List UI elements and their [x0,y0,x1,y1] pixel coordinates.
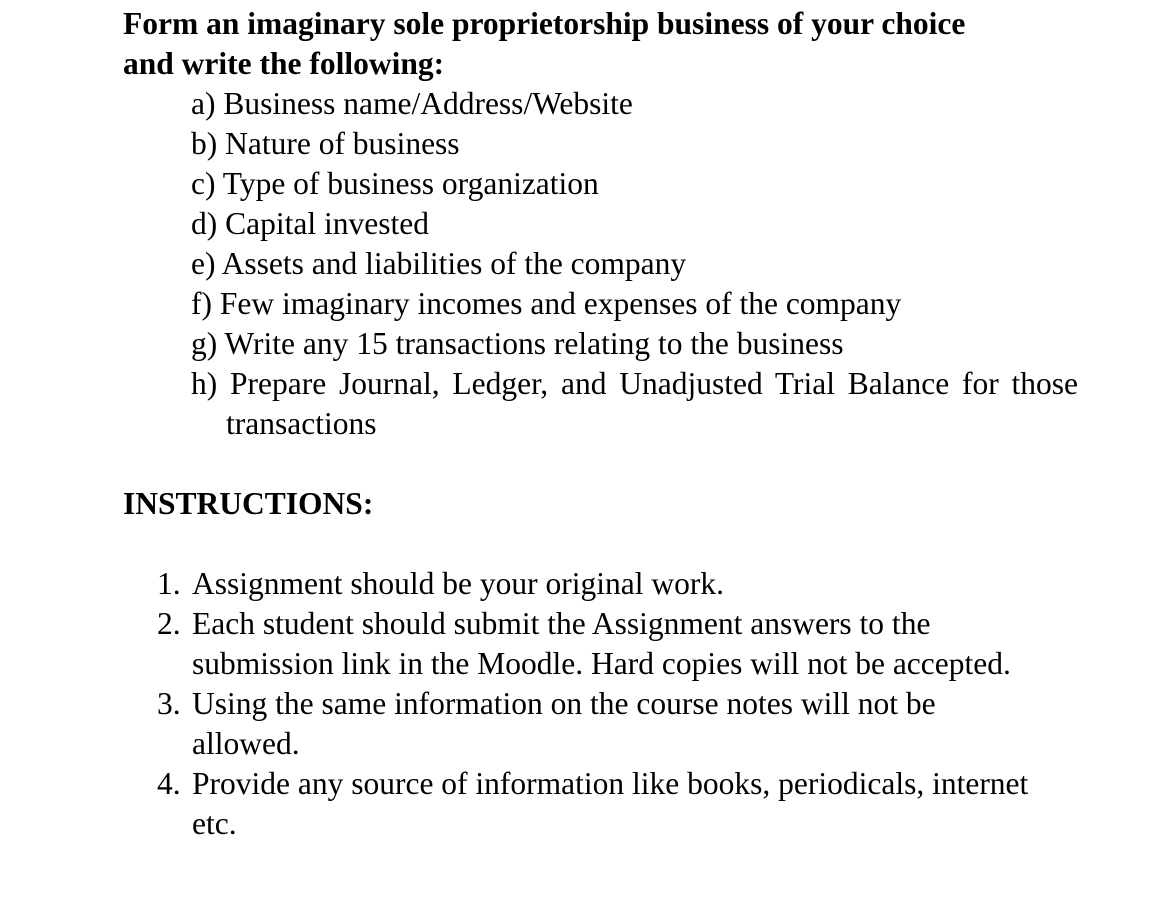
instruction-item-2 [157,604,1037,684]
task-item-h: h) Prepare Journal, Ledger, and Unadjusted Trial Balance for those transactions [191,366,1078,441]
task-item-g: g) Write any 15 transactions relating to the business [191,326,844,361]
task-item-d: d) Capital invested [191,206,429,241]
instruction-item-4 [157,764,1037,844]
assignment-heading [123,4,1078,84]
heading-line-1: Form an imaginary sole proprietorship business of your choice [123,6,966,41]
task-item-b: b) Nature of business [191,126,460,161]
instruction-text: Provide any source of information like books, periodicals, internet etc. [192,766,1029,841]
instruction-number: 4. [157,766,181,801]
instruction-number: 1. [157,566,181,601]
task-item-c: c) Type of business organization [191,166,599,201]
instruction-text: Each student should submit the Assignment answers to the submission link in the Moodle. Hard copies will not be accepted. [192,606,1011,681]
instructions-title: INSTRUCTIONS: [123,486,374,521]
instruction-item-3 [157,684,1037,764]
assignment-document [123,4,1078,844]
instruction-text: Using the same information on the course notes will not be allowed. [192,686,936,761]
heading-line-2: and write the following: [123,46,445,81]
task-item-e: e) Assets and liabilities of the company [191,246,687,281]
instructions-list [123,564,1037,844]
instruction-number: 2. [157,606,181,641]
task-item-f: f) Few imaginary incomes and expenses of the company [191,286,902,321]
task-list [123,84,1078,444]
instruction-text: Assignment should be your original work. [192,566,724,601]
instruction-number: 3. [157,686,181,721]
task-item-a: a) Business name/Address/Website [191,86,633,121]
instruction-item-1 [157,564,1037,604]
